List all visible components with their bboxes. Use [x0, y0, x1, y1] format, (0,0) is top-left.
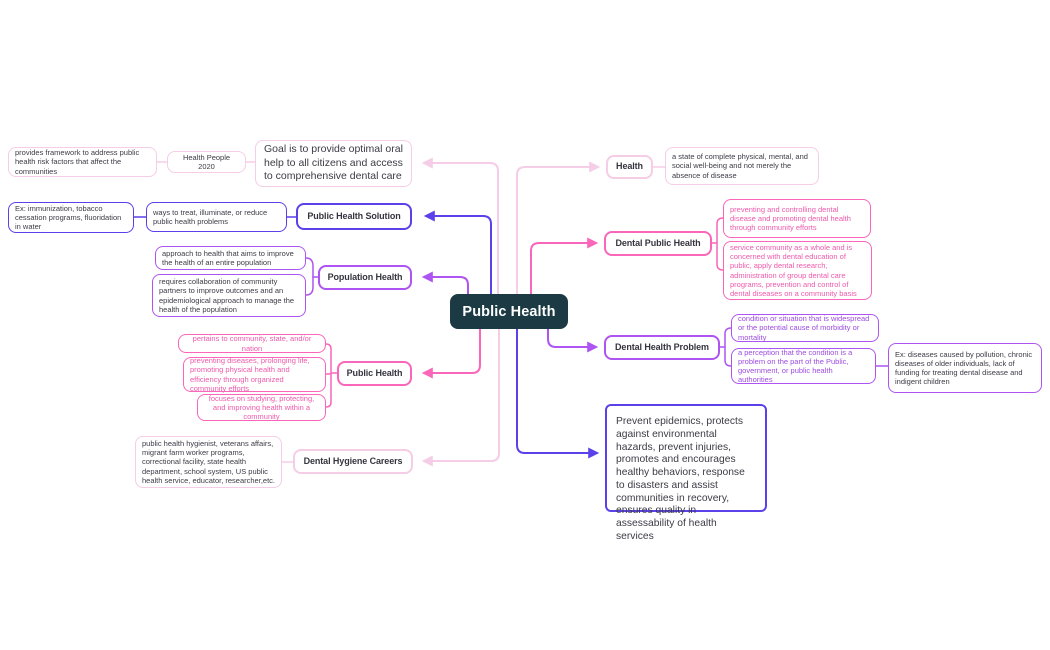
- connector-population-branch: [424, 277, 468, 294]
- dental-public-health-detail-1-node[interactable]: preventing and controlling dental disease and promoting dental health through community efforts: [723, 199, 871, 238]
- healthy-people-label-node[interactable]: Health People 2020: [167, 151, 246, 173]
- dental-hygiene-careers-node[interactable]: Dental Hygiene Careers: [293, 449, 413, 474]
- mission-node[interactable]: [605, 404, 767, 542]
- goal-node[interactable]: Goal is to provide optimal oral help to all citizens and access to comprehensive dental care: [255, 140, 412, 187]
- solution-example-node[interactable]: Ex: immunization, tobacco cessation programs, fluoridation in water: [8, 202, 134, 233]
- connector-solution-branch: [426, 216, 491, 294]
- health-definition-node[interactable]: a state of complete physical, mental, and social well-being and not merely the absence of disease: [665, 147, 819, 185]
- connector-health-branch: [517, 167, 598, 294]
- healthy-people-detail-node[interactable]: provides framework to address public health risk factors that affect the communities: [8, 147, 157, 177]
- solution-definition-node[interactable]: ways to treat, illuminate, or reduce public health problems: [146, 202, 287, 232]
- connector-dental-public-health-branch: [531, 243, 596, 294]
- population-definition-2-node[interactable]: requires collaboration of community partners to improve outcomes and an epidemiological approach to manage the health of the population: [152, 274, 306, 317]
- dental-public-health-node[interactable]: Dental Public Health: [604, 231, 712, 256]
- population-health-node[interactable]: Population Health: [318, 265, 412, 290]
- connector-careers-branch: [424, 329, 499, 461]
- connector-public-health-branch: [424, 329, 480, 373]
- public-health-detail-3-node[interactable]: focuses on studying, protecting, and improving health within a community: [197, 394, 326, 421]
- public-health-detail-2-node[interactable]: preventing diseases, prolonging life, promoting physical health and efficiency through organized community efforts: [183, 357, 326, 392]
- dental-health-problem-node[interactable]: Dental Health Problem: [604, 335, 720, 360]
- mission-text: Prevent epidemics, protects against environmental hazards, prevent injuries, promotes and encourages healthy behaviors, response to disasters and assist communities in recovery, ensures quality in assessability of health services: [616, 416, 745, 542]
- population-definition-1-node[interactable]: approach to health that aims to improve the health of an entire population: [155, 246, 306, 270]
- central-topic-node[interactable]: Public Health: [450, 294, 568, 329]
- careers-examples-node[interactable]: public health hygienist, veterans affairs, migrant farm worker programs, correctional facility, state health department, school system, US public health service, educator, researcher,etc.: [135, 436, 282, 488]
- dental-problem-detail-2-node[interactable]: a perception that the condition is a problem on the part of the Public, government, or public health authorities: [731, 348, 876, 384]
- dental-problem-detail-1-node[interactable]: condition or situation that is widespread or the potential cause of morbidity or mortality: [731, 314, 879, 342]
- public-health-detail-1-node[interactable]: pertains to community, state, and/or nation: [178, 334, 326, 353]
- dental-problem-example-node[interactable]: Ex: diseases caused by pollution, chronic diseases of older individuals, lack of funding for treating dental disease and indigent children: [888, 343, 1042, 393]
- public-health-subnode[interactable]: Public Health: [337, 361, 412, 386]
- connector-dental-problem-branch: [548, 329, 596, 347]
- public-health-solution-node[interactable]: Public Health Solution: [296, 203, 412, 230]
- dental-public-health-detail-2-node[interactable]: service community as a whole and is concerned with dental education of public, apply dental research, administration of group dental care programs, prevention and control of dental diseases on a community basis: [723, 241, 872, 300]
- health-node[interactable]: Health: [606, 155, 653, 179]
- connector-goal-branch: [424, 163, 498, 294]
